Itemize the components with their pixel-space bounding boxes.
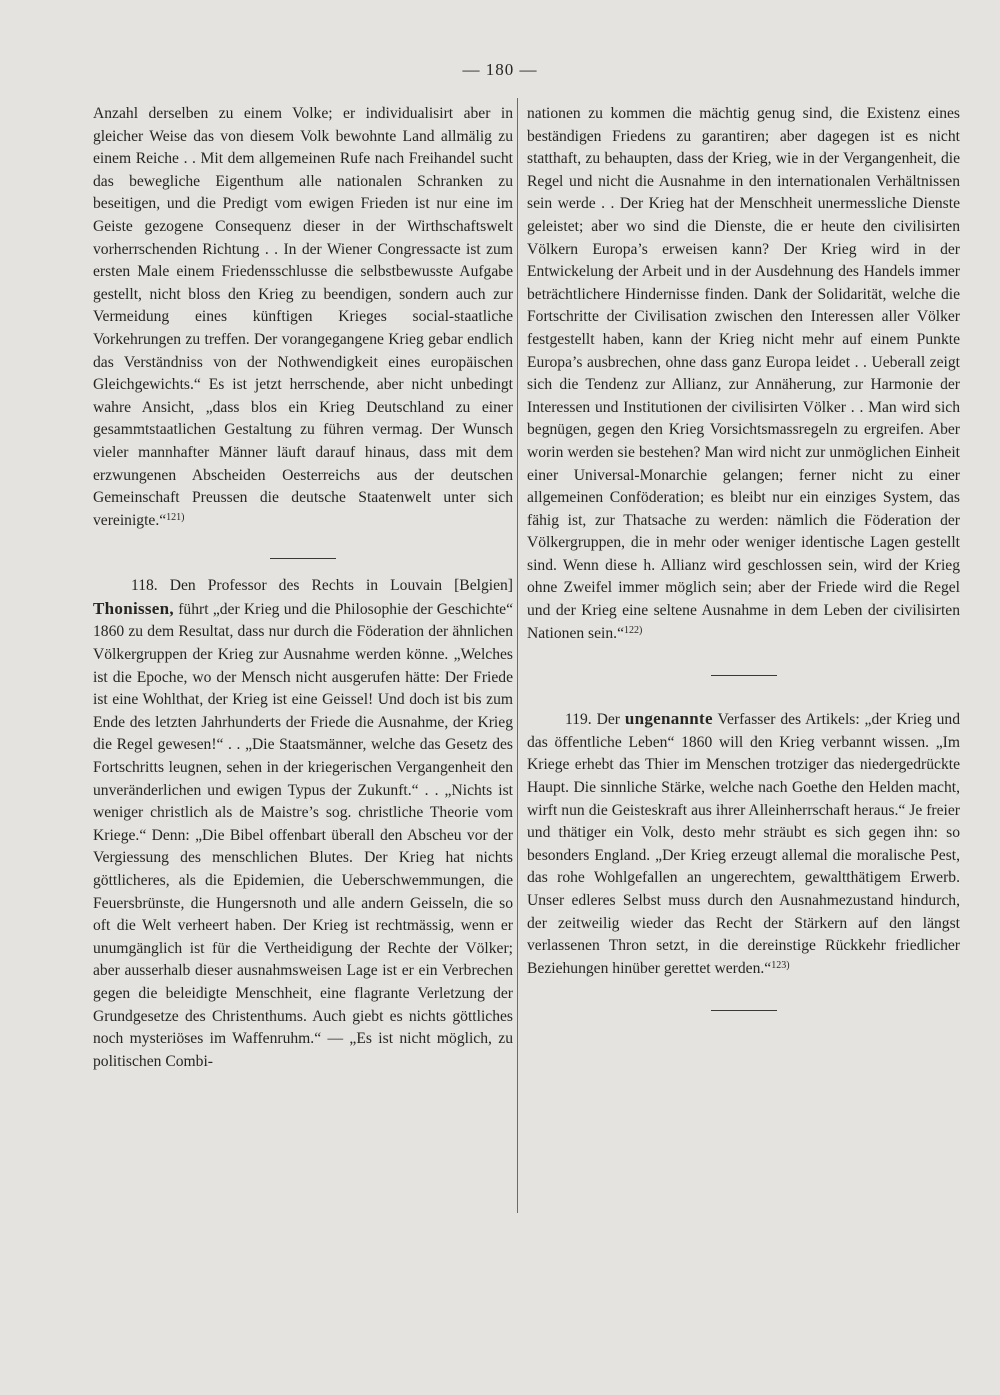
paragraph-lead: 118. Den Professor des Rechts in Louvain [Belgien] — [131, 577, 513, 595]
paragraph-continuation — [527, 103, 960, 645]
author-name-thonissen: Thonissen, — [93, 598, 174, 618]
paragraph-lead: 119. Der — [565, 711, 620, 729]
author-name-ungenannte: ungenannte — [624, 709, 713, 729]
footnote-ref-123: 123) — [771, 959, 790, 971]
footnote-ref-121: 121) — [166, 511, 185, 523]
column-divider — [517, 98, 518, 1213]
paragraph-119 — [527, 708, 960, 980]
page-number: — 180 — — [462, 60, 538, 79]
paragraph-text: Verfasser des Artikels: „der Krieg und das öffentliche Leben“ 1860 will den Krieg verbannt wissen. „Im Kriege erhebt das Thier im Menschen trotziger das niedergedrückte Haupt. Die sinnliche Stärke, welche nach Goethe den Helden macht, wirft nun die Geisteskraft aus ihrer Alleinherrschaft heraus.“ Je freier und thätiger ein Volk, desto mehr sträubt es sich gegen ihn: so besonders England. „Der Krieg erzeugt allemal die moralische Pest, das rohe Wohlgefallen an ungerechtem, gewaltthätigem Erwerb. Unser edleres Selbst muss durch den Ausnahmezustand hindurch, der zeitweilig wieder das Recht der Stärkern auf den längst verlassenen Thron setzt, in die dereinstige Rückkehr friedlicher Beziehungen hinüber gerettet werden.“ — [527, 711, 961, 977]
section-separator — [711, 675, 777, 676]
paragraph-text: Anzahl derselben zu einem Volke; er individualisirt aber in gleicher Weise das von diesem Volk bewohnte Land allmälig zu einem Reiche . . Mit dem allgemeinen Rufe nach Freihandel sucht das bewegliche Eigenthum alle nationalen Schranken zu beseitigen, und die Predigt vom ewigen Frieden ist nur eine im Geiste gezogene Consequenz dieser in der Wirthschaftswelt vorherrschenden Richtung . . In der Wiener Congressacte ist zum ersten Male einem Friedensschlusse die selbstbewusste Aufgabe gestellt, nicht bloss den Krieg zu beendigen, sondern auch zur Vermeidung eines künftigen Krieges social-staatliche Vorkehrungen zu treffen. Der vorangegangene Krieg gebar endlich das Verständniss von der Nothwendigkeit eines europäischen Gleichgewichts.“ Es ist jetzt herrschende, aber nicht unbedingt wahre Ansicht, „dass blos ein Krieg Deutschland zu einer gesammtstaatlichen Gestaltung zu führen vermag. Der Wunsch vieler mannhafter Männer läuft darauf hinaus, dass mit dem erzwungenen Abscheiden Oesterreichs aus der deutschen Gemeinschaft Preussen die deutsche Staatenwelt unter sich vereinigte.“ — [93, 105, 513, 529]
section-separator — [270, 558, 336, 559]
paragraph-text: nationen zu kommen die mächtig genug sind, die Existenz eines beständigen Friedens zu garantiren; aber dagegen ist es nicht statthaft, zu behaupten, dass der Krieg, wie in der Vergangenheit, die Regel und nicht die Ausnahme in den internationalen Verhältnissen sein werde . . Der Krieg hat der Menschheit unermessliche Dienste geleistet; aber wo sind die Dienste, die er heute den civilisirten Völkern Europa’s erweisen kann? Der Krieg wird in der Entwickelung der Arbeit und in der Ausdehnung des Handels immer beträchtlichere Hindernisse finden. Dank der Solidarität, welche die Fortschritte der Civilisation zwischen den Interessen aller Völker festgestellt haben, kann der Krieg nicht mehr auf einem Punkte Europa’s ausbrechen, ohne dass ganz Europa leidet . . Ueberall zeigt sich die Tendenz zur Allianz, zur Annäherung, zur Harmonie der Interessen und Institutionen der civilisirten Völker . . Man wird sich begnügen, gegen den Krieg Vorsichtsmassregeln zu ergreifen. Aber worin werden sie bestehen? Man wird nicht zur unmöglichen Einheit einer Universal-Monarchie gelangen; ferner nicht zu einer allgemeinen Conföderation; es bleibt nur ein einziges System, das fähig ist, zur Thatsache zu werden: nämlich die Föderation der Völkergruppen, die in mehr oder weniger identische Lagen gestellt sind. Wenn diese h. Allianz wird geschlossen sein, wird der Krieg ohne Zweifel immer möglich sein; aber der Friede wird die Regel und der Krieg eine seltene Ausnahme in dem Leben der civilisirten Nationen sein.“ — [527, 105, 960, 642]
left-column — [93, 103, 513, 1073]
paragraph-text: führt „der Krieg und die Philosophie der Geschichte“ 1860 zu dem Resultat, dass nur durch die Föderation der ähnlichen Völkergruppen der Krieg zur Ausnahme werden könne. „Welches ist die Epoche, wo der Mensch nicht ausgerufen hätte: Der Friede ist eine Wohlthat, der Krieg ist eine Geissel! Und doch ist bis zum Ende des letzten Jahrhunderts der Friede die Ausnahme, der Krieg die Regel gewesen!“ . . „Die Staatsmänner, welche das Gesetz des Fortschritts leugnen, sehen in der kriegerischen Vergangenheit den unveränderlichen und ewigen Typus der Zukunft.“ . . „Nichts ist weniger christlich als de Maistre’s sog. christliche Theorie vom Kriege.“ Denn: „Die Bibel offenbart überall den Abscheu vor der Vergiessung des menschlichen Blutes. Der Krieg hat nichts göttlicheres, als die Epidemien, die Ueberschwemmungen, die Feuersbrünste, die Hungersnoth und alle andern Geisseln, die so oft die Welt verheert haben. Der Krieg ist rechtmässig, wenn er unumgänglich ist für die Vertheidigung der Rechte der Völker; aber ausserhalb dieser ausnahmsweisen Lage ist er ein Verbrechen gegen die beleidigte Menschheit, eine flagrante Verletzung der Grundgesetze des Christenthums. Auch giebt es nichts göttliches noch mysteriöses im Waffenruhm.“ — „Es ist nicht möglich, zu politischen Combi- — [93, 600, 513, 1070]
section-separator — [711, 1010, 777, 1011]
right-column — [527, 103, 960, 1011]
paragraph-continuation — [93, 103, 513, 532]
footnote-ref-122: 122) — [624, 624, 643, 636]
paragraph-118 — [93, 575, 513, 1073]
